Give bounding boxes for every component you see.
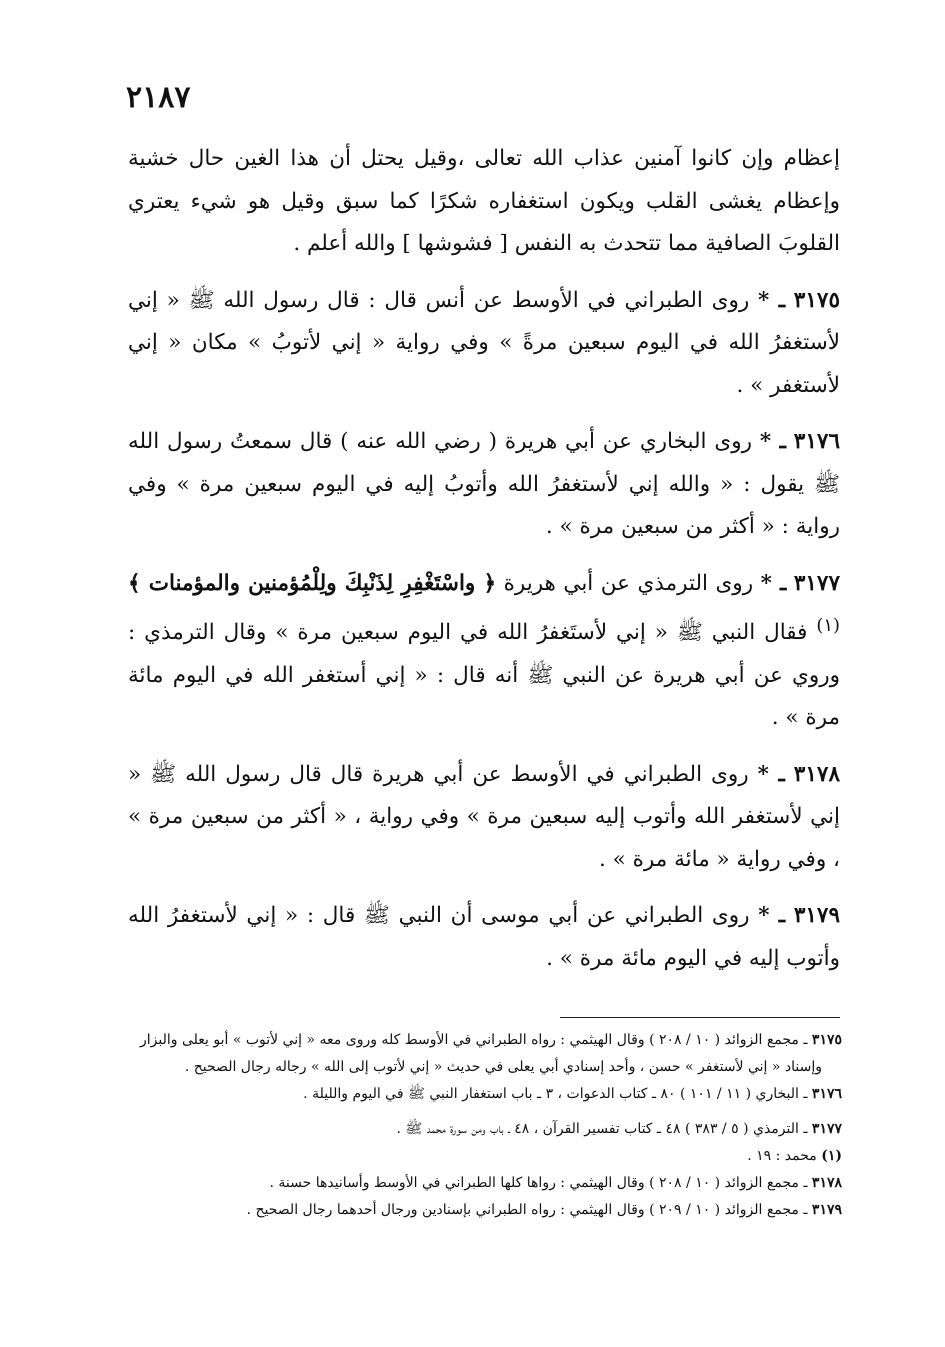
- footnote: [128, 1143, 842, 1170]
- footnote-number: ٣١٧٨: [811, 1175, 842, 1191]
- footnote-dash: ـ: [803, 1121, 808, 1137]
- footnote-dash: ـ: [803, 1175, 808, 1191]
- hadith-entry-3177: [128, 563, 840, 740]
- entry-number: ٣١٧٨: [793, 761, 840, 787]
- footnote-number: ٣١٧٧: [811, 1121, 842, 1137]
- entry-text: روى البخاري عن أبي هريرة ( رضي الله عنه ) قال سمعتُ رسول الله ﷺ يقول : « والله إني لأستغفرُ الله وأتوبُ إليه في اليوم سبعين مرة » وفي رواية : « أكثر من سبعين مرة » .: [128, 429, 840, 539]
- footnote: [128, 1081, 842, 1108]
- entry-marker: ـ *: [760, 570, 787, 596]
- quran-verse: ﴿ واسْتَغْفِرِ لِذَنْبِكَ ولِلْمُؤمنين والمؤمنات ﴾: [128, 570, 497, 596]
- footnote-dash: ـ: [803, 1032, 808, 1048]
- footnote-text: محمد : ١٩ .: [747, 1148, 817, 1164]
- hadith-entry-3178: [128, 754, 840, 882]
- hadith-entry-3175: [128, 280, 840, 408]
- footnote: [128, 1027, 842, 1054]
- intro-line: تتحدث به النفس [ فشوشها ] والله أعلم .: [293, 231, 662, 256]
- footnotes: [128, 1027, 842, 1224]
- footnote: [128, 1116, 842, 1143]
- entry-marker: ـ *: [758, 903, 786, 929]
- footnote-number: (١): [821, 1148, 842, 1164]
- hadith-entry-3179: [128, 895, 840, 980]
- entry-text: روى الترمذي عن أبي هريرة: [503, 570, 754, 596]
- footnote-text: البخاري ( ١١ / ١٠١ ) ٨٠ ـ كتاب الدعوات ، ٣ ـ باب استغفار النبي ﷺ في اليوم والليلة .: [303, 1086, 799, 1102]
- footnote-text: وإسناد « إني لأستغفر » حسن ، وأحد إسنادي أبي يعلى في حديث « إني لأتوب إلى الله » رجاله رجال الصحيح .: [184, 1059, 822, 1075]
- footnote-number: ٣١٧٥: [811, 1032, 842, 1048]
- entry-number: ٣١٧٩: [793, 903, 841, 929]
- entry-marker: ـ *: [758, 287, 786, 313]
- entry-marker: ـ *: [759, 429, 786, 454]
- entry-number: ٣١٧٧: [793, 570, 841, 596]
- page-number: ٢١٨٧: [126, 80, 191, 115]
- footnote-dash: ـ: [803, 1202, 808, 1218]
- entry-number: ٣١٧٥: [793, 287, 840, 313]
- intro-line: يغشى القلب ويكون استغفاره شكرًا كما سبق وقيل هو شيء يعتري القلوبَ الصافية مما: [128, 188, 840, 256]
- entry-number: ٣١٧٦: [793, 429, 840, 454]
- entry-marker: ـ *: [757, 761, 785, 787]
- intro-paragraph: [128, 138, 840, 266]
- intro-line: إعظام وإن كانوا آمنين عذاب الله تعالى ،وقيل يحتل أن هذا الغين حال خشية وإعظام: [128, 146, 840, 214]
- entry-text: روى الطبراني في الأوسط عن أنس قال : قال رسول الله ﷺ « إني لأستغفرُ الله في اليوم سبعين مرةً » وفي رواية « إني لأتوبُ » مكان « إني لأستغفر » .: [128, 287, 840, 398]
- footnote-number: ٣١٧٩: [811, 1202, 842, 1218]
- footnote-continuation: [128, 1054, 842, 1081]
- entry-text: روى الطبراني في الأوسط عن أبي هريرة قال قال رسول الله ﷺ « إني لأستغفر الله وأتوب إليه سبعين مرة » وفي رواية ، « أكثر من سبعين مرة » ، وفي رواية « مائة مرة » .: [128, 761, 840, 872]
- footnote-number: ٣١٧٦: [811, 1086, 842, 1102]
- footnote-text: مجمع الزوائد ( ١٠ / ٢٠٨ ) وقال الهيثمي : رواه الطبراني في الأوسط كله وروى معه « إني لأتوب » أبو يعلى والبزار: [140, 1032, 799, 1048]
- main-text: [128, 138, 840, 980]
- entry-text: روى الطبراني عن أبي موسى أن النبي ﷺ قال : « إني لأستغفرُ الله وأتوب إليه في اليوم مائة مرة » .: [128, 903, 840, 971]
- entry-text: فقال النبي ﷺ « إني لأستَغفرُ الله في اليوم سبعين مرة » وقال الترمذي : وروي عن أبي هريرة عن النبي ﷺ أنه قال : « إني أستغفر الله في اليوم مائة مرة » .: [128, 620, 840, 731]
- footnote-dash: ـ: [803, 1086, 808, 1102]
- footnote: [128, 1170, 842, 1197]
- hadith-entry-3176: [128, 421, 840, 549]
- footnote: [128, 1197, 842, 1224]
- footnote-text: مجمع الزوائد ( ١٠ / ٢٠٨ ) وقال الهيثمي : رواها كلها الطبراني في الأوسط وأسانيدها حسنة .: [269, 1175, 799, 1191]
- footnote-divider: [560, 1017, 840, 1018]
- footnote-mark: (١): [816, 615, 840, 636]
- footnote-text: مجمع الزوائد ( ١٠ / ٢٠٩ ) وقال الهيثمي : رواه الطبراني بإسنادين ورجال أحدهما رجال الصحيح .: [246, 1202, 799, 1218]
- footnote-text: الترمذي ( ٥ / ٣٨٣ ) ٤٨ ـ كتاب تفسير القرآن ، ٤٨ ـ باب ومن سورة محمد ﷺ .: [396, 1121, 799, 1137]
